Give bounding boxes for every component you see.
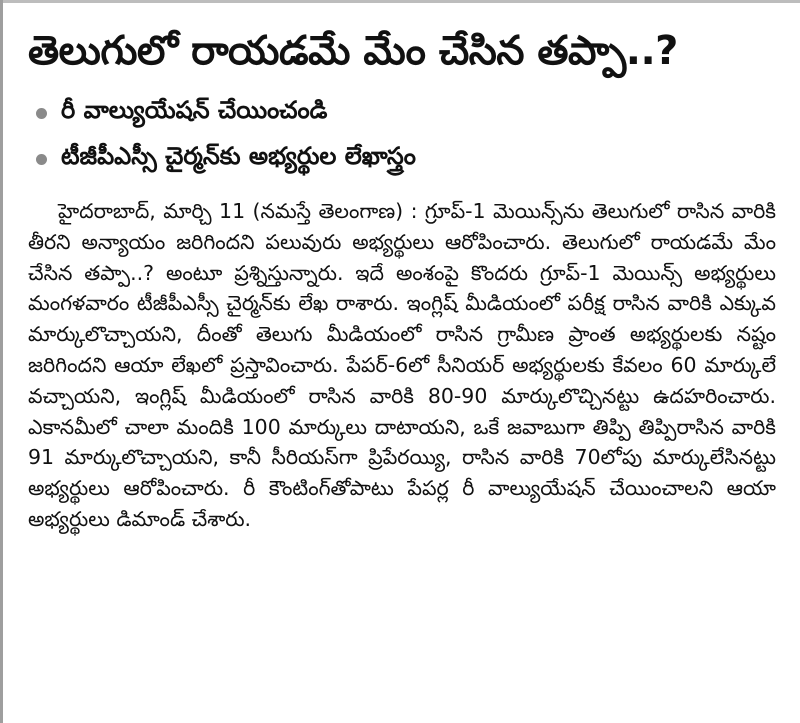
subheadings (28, 90, 778, 182)
subheading (28, 90, 778, 136)
subheading-text: టీజీపీఎస్సీ చైర్మన్‌కు అభ్యర్థుల లేఖాస్త్రం (61, 142, 416, 170)
bullet-icon (36, 154, 47, 165)
article-body: హైదరాబాద్, మార్చి 11 (నమస్తే తెలంగాణ) : గ్రూప్-1 మెయిన్స్‌ను తెలుగులో రాసిన వారికి తీరని అన్యాయం జరిగిందని పలువురు అభ్యర్థులు ఆరోపించారు. తెలుగులో రాయడమే మేం చేసిన తప్పా..? అంటూ ప్రశ్నిస్తున్నారు. ఇదే అంశంపై కొందరు గ్రూప్-1 మెయిన్స్ అభ్యర్థులు మంగళవారం టీజీపీఎస్సీ చైర్మన్‌కు లేఖ రాశారు. ఇంగ్లిష్ మీడియంలో పరీక్ష రాసిన వారికి ఎక్కువ మార్కులొచ్చాయని, దీంతో తెలుగు మీడియంలో రాసిన గ్రామీణ ప్రాంత అభ్యర్థులకు నష్టం జరిగిందని ఆయా లేఖలో ప్రస్తావించారు. పేపర్-6లో సీనియర్ అభ్యర్థులకు కేవలం 60 మార్కులే వచ్చాయని, ఇంగ్లిష్ మీడియంలో రాసిన వారికి 80-90 మార్కులొచ్చినట్టు ఉదహరించారు. ఎకానమీలో చాలా మందికి 100 మార్కులు దాటాయని, ఒకే జవాబుగా తిప్పి తిప్పిరాసిన వారికి 91 మార్కులొచ్చాయని, కానీ సీరియస్‌గా ప్రిపేరయ్యి, రాసిన వారికి 70లోపు మార్కులేసినట్టు అభ్యర్థులు ఆరోపించారు. రీ కౌంటింగ్‌తోపాటు పేపర్ల రీ వాల్యుయేషన్ చేయించాలని ఆయా అభ్యర్థులు డిమాండ్ చేశారు. (28, 199, 776, 531)
clipping-top-border (0, 0, 800, 3)
subheading-text: రీ వాల్యుయేషన్ చేయించండి (61, 96, 328, 124)
clipping-left-border (0, 0, 3, 723)
subheading (28, 136, 778, 182)
headline: తెలుగులో రాయడమే మేం చేసిన తప్పా..? (28, 28, 678, 74)
bullet-icon (36, 108, 47, 119)
